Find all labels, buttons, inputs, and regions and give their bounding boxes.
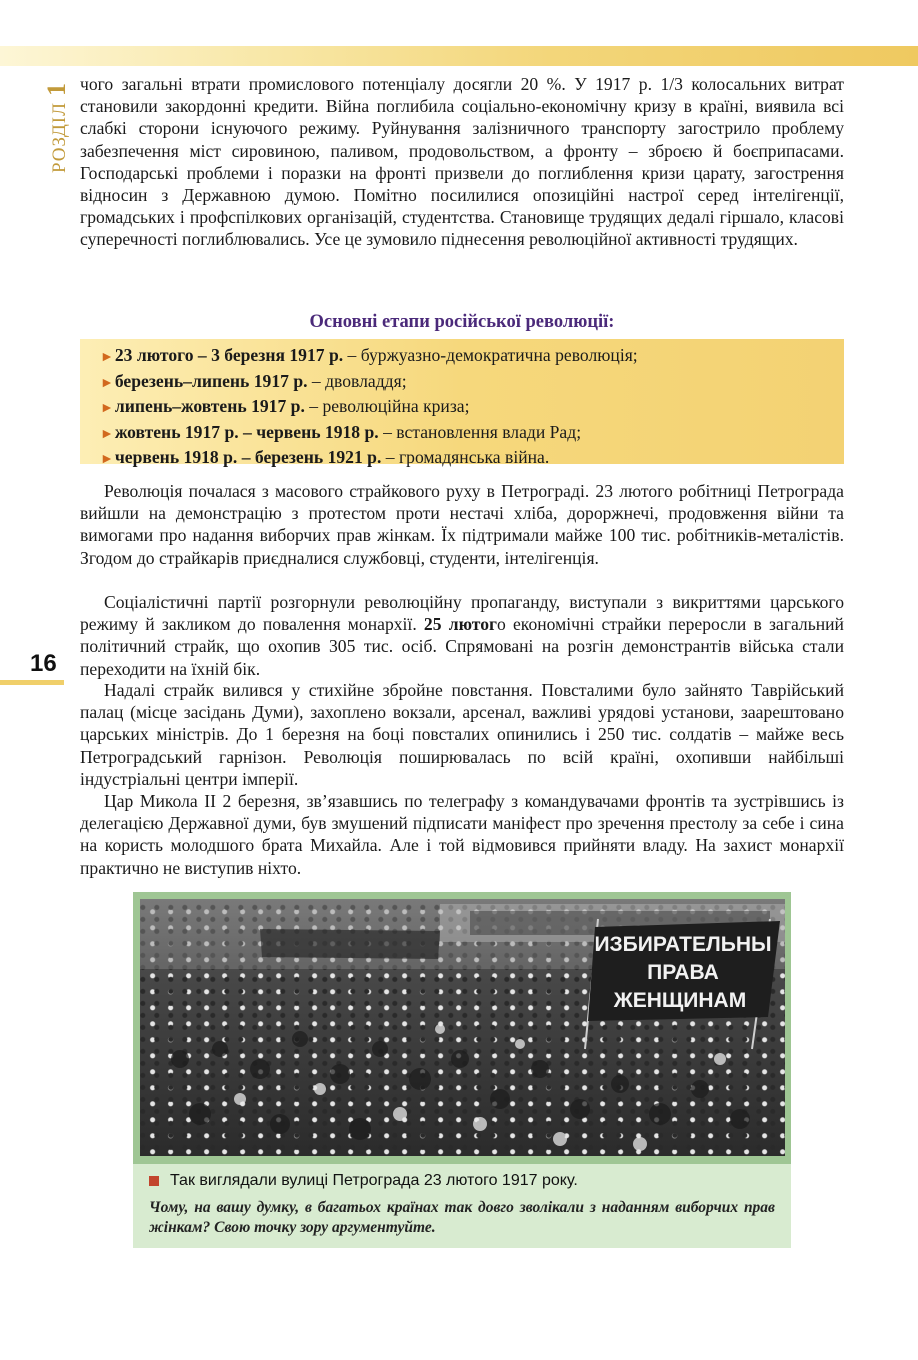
paragraph-2: Соціалістичні партії розгорнули революційну пропаганду, виступали з викриттями царського режиму й закликом до повалення монархії. 25 лютого економічні страйки переросли в загальний політичний страйк, що охопив 305 тис. осіб. Спрямовані на розгін демонстрантів війська стали переходити на їхній бік.	[80, 592, 844, 679]
triangle-bullet-icon: ►	[100, 426, 114, 442]
page-number: 16	[30, 650, 57, 677]
stage-item: ►жовтень 1917 р. – червень 1918 р. – встановлення влади Рад;	[100, 421, 582, 442]
stages-heading: Основні етапи російської революції:	[309, 312, 615, 332]
secondary-banner	[260, 929, 440, 959]
discussion-question: Чому, на вашу думку, в багатьох країнах так довго зволікали з наданням виборчих прав жінкам? Свою точку зору аргументуйте.	[149, 1199, 775, 1236]
triangle-bullet-icon: ►	[100, 375, 114, 391]
protest-banner	[585, 919, 780, 1049]
paragraph-3: Надалі страйк вилився у стихійне збройне повстання. Повсталими було зайнято Таврійський палац (місце засідань Думи), захоплено вокзали, арсенал, важливі урядові установи, заарештовано царських міністрів. До 1 березня на боці повсталих опинились і 250 тис. солдатів – майже весь Петроградський гарнізон. Революція поширювалась по всій країні, охопивши найбільші індустріальні центри імперії.	[80, 680, 844, 789]
banner-line-1: ИЗБИРАТЕЛЬНЫ	[594, 933, 772, 956]
stage-item: ►липень–жовтень 1917 р. – революційна криза;	[100, 396, 470, 416]
page-number-underline	[0, 680, 64, 685]
banner-line-3: ЖЕНЩИНАМ	[613, 989, 747, 1012]
caption-box	[133, 1164, 791, 1248]
photo-scene	[140, 899, 785, 1156]
intro-paragraph: чого загальні втрати промислового потенціалу досягли 20 %. У 1917 р. 1/3 колосальних витрат становили закордонні кредити. Війна поглибила соціально-економічну кризу в країні, виявила всі слабкі сторони існуючого режиму. Руйнування залізничного транспорту загострило проблему забезпечення міст сировиною, паливом, продовольством, а фронту – зброєю й боєприпасами. Господарські проблеми і поразки на фронті призвели до поглиблення кризи царату, загострення відносин з Державною думою. Помітно посилилися опозиційні настрої серед інтелігенції, громадських і профспілкових організацій, студентства. Становище трудящих дедалі гіршало, класові суперечності поглиблювались. Усе це зумовило піднесення революційної активності трудящих.	[80, 74, 844, 250]
stage-item: ►березень–липень 1917 р. – двовладдя;	[100, 370, 407, 391]
paragraph-4: Цар Микола ІІ 2 березня, зв’язавшись по телеграфу з командувачами фронтів та зустрівшись із делегацією Державної думи, був змушений підписати маніфест про зречення престолу за себе і сина на користь молодшого брата Михайла. Але і той відмовився прийняти владу. На захист монархії практично не виступив ніхто.	[80, 791, 844, 878]
top-decorative-bar	[0, 46, 918, 66]
paragraph-1: Революція почалася з масового страйкового руху в Петрограді. 23 лютого робітниці Петрограда вийшли на демонстрацію з протестом проти нестачі хліба, дороржнечі, продовження війни та вимогами про надання виборчих прав жінкам. Їх підтримали майже 100 тис. робітників-металістів. Згодом до страйкарів приєдналися службовці, студенти, інтелігенція.	[80, 481, 844, 568]
photo-caption: Так виглядали вулиці Петрограда 23 лютого 1917 року.	[149, 1172, 775, 1190]
triangle-bullet-icon: ►	[100, 401, 114, 416]
stages-box	[80, 339, 844, 467]
historical-photo	[140, 899, 785, 1156]
square-bullet-icon	[149, 1176, 159, 1186]
stage-item: ►23 лютого – 3 березня 1917 р. – буржуазно-демократична революція;	[100, 345, 638, 365]
banner-line-2: ПРАВА	[647, 961, 719, 984]
section-word: РОЗДІЛ	[49, 101, 70, 174]
section-label	[40, 78, 74, 178]
stage-item: ►червень 1918 р. – березень 1921 р. – громадянська війна.	[100, 447, 550, 467]
triangle-bullet-icon: ►	[100, 452, 114, 467]
triangle-bullet-icon: ►	[100, 350, 114, 365]
photo-frame	[133, 892, 791, 1164]
section-number: 1	[42, 82, 71, 96]
